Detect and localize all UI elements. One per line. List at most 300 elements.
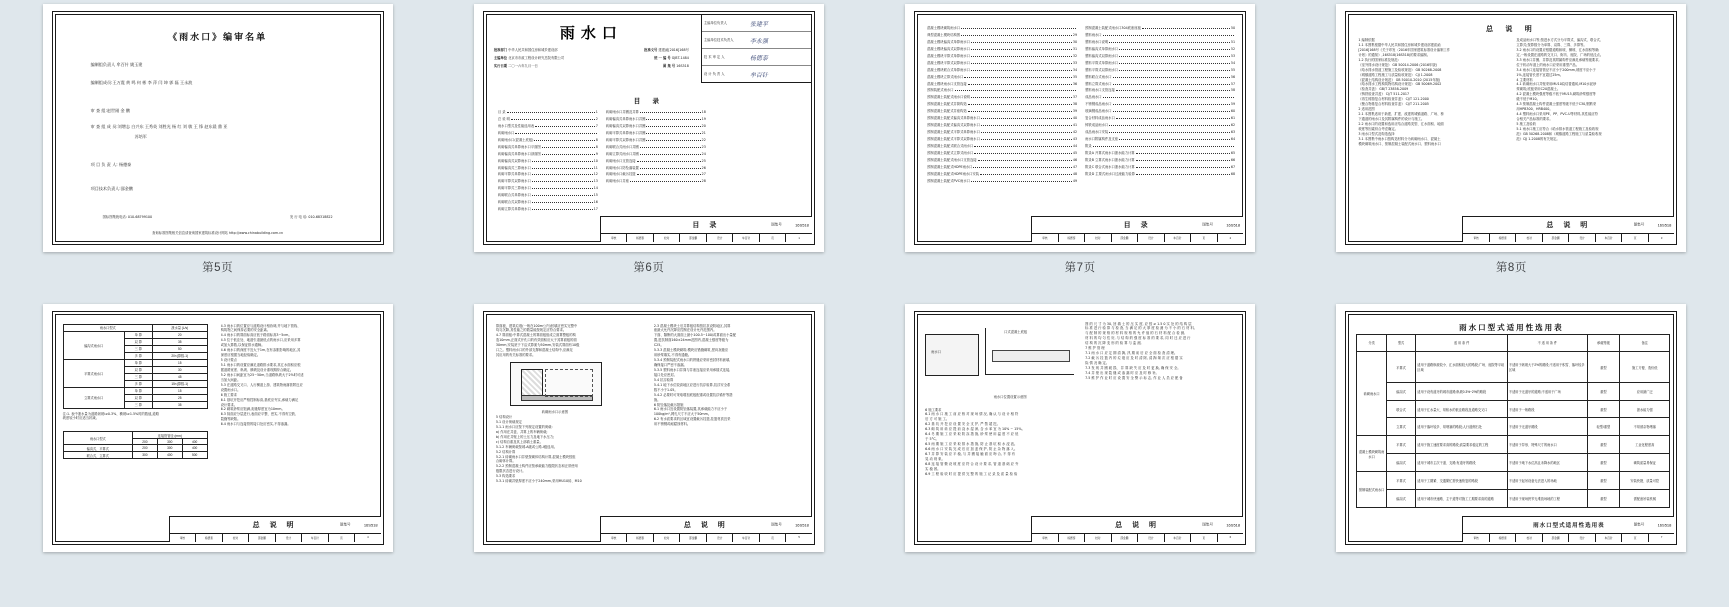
note-line: 6.9 工 程 验 收 时 应 提 供 完 整 的 施 工 记 录 及 质 量 检 验 [925,471,1018,476]
toc-entry[interactable] [1085,66,1235,73]
table-note: 注:1. 表中泄水量为道路纵坡i≥0.3%、横坡i≥1.5%时的数值,道路 [62,411,160,416]
toc-entry[interactable] [498,164,598,171]
signoff-cell: 设计 [1138,534,1165,542]
table-cell: 适用于落叶较多、易堵塞的路段;人行道侧石处 [1416,418,1508,436]
note-line: 5.3.5 塑料雨水口井筒与井座连接应采用承插式连接, [653,367,731,372]
note-line: 《给水排水管道工程施工及验收规范》 GB 50268-2008 [1358,67,1442,72]
toc-label: 砖砌联合式雨水口井圈 [605,144,639,149]
toc-entry[interactable] [1085,128,1235,135]
page-caption: 第8页 [1495,262,1527,274]
toc-label: 塑料雨水口支管连接 [1085,88,1115,93]
toc-page: 7 [595,123,598,128]
table-cell: 重型 [1587,352,1619,383]
toc-page: 34 [1072,67,1078,72]
toc-label: 预制混凝土装配式偏沟式单算雨水口 [927,116,980,121]
thumbnail-cell-8[interactable] [1296,304,1727,604]
document-page-6[interactable] [474,4,824,252]
toc-entry[interactable] [927,24,1077,31]
document-page-5[interactable] [43,4,393,252]
toc-entry[interactable] [927,66,1077,73]
title-block-label: 总 说 明 [252,521,298,529]
toc-label: 砖砌立算式雨水口井圈 [605,151,639,156]
toc-entry[interactable] [498,115,598,122]
catalog-column-right [1085,24,1235,184]
toc-entry[interactable] [498,191,598,198]
toc-label: 预制混凝土装配式雨水口304底座座板 [1085,26,1141,30]
toc-entry[interactable] [927,31,1077,38]
table-cell: 双 算 [124,394,152,401]
table-cell: 偏沟式雨水口 [63,331,124,359]
toc-entry[interactable] [606,136,706,143]
title-block-header [1463,217,1674,234]
editor-list [91,62,351,199]
note-line: 4.4 塑料雨水口采用PE、PP、PVC-U等材料,其性能应符 [1516,112,1598,117]
toc-entry[interactable] [498,184,598,191]
notes-column-right [221,324,373,428]
thumbnail-cell-3[interactable] [865,4,1296,304]
toc-entry[interactable] [1085,59,1235,66]
thumbnail-cell-6[interactable] [433,304,864,604]
note-line: 1 编制依据 [1358,38,1375,42]
signoff-cell: 校对 [1085,534,1112,542]
toc-label: 预制混凝土装配式PVC雨水口 [927,178,970,183]
toc-entry[interactable] [1085,121,1235,128]
table-cell: 三 算 [124,345,152,352]
toc-entry[interactable] [927,86,1077,93]
toc-entry[interactable] [606,164,706,171]
meta-value: 北京市市政工程设计研究总院有限公司 [508,55,565,60]
signoff-cell: 页 [760,234,787,242]
meta-key: 批准文号 [644,48,658,52]
toc-page: 37 [1072,95,1078,100]
note-line: 模块砌筑雨水口、预制混凝土装配式雨水口、塑料雨水口 [1358,141,1441,146]
title-block-signoff [601,534,812,542]
table-cell: 立算式雨水口 [63,387,124,408]
table-cell: 三 算 [124,401,152,408]
toc-label: 混凝土模块偏沟式单算雨水口 [927,39,970,44]
note-line: 2.3 混凝土模块土后井算板结构按抗抗设防地区,其算 [653,323,731,328]
note-line: 4 主要材料 [1516,77,1533,82]
toc-page: 61 [1230,116,1236,121]
document-page-12[interactable] [1336,304,1686,552]
toc-entry[interactable] [927,156,1077,163]
plan-figure [925,322,1075,400]
toc-entry[interactable] [606,177,706,184]
toc-entry[interactable] [498,177,598,184]
toc-entry[interactable] [927,135,1077,142]
toc-entry[interactable] [927,128,1077,135]
toc-entry[interactable] [606,150,706,157]
title-block-signoff [1032,234,1243,242]
atlas-code: 16S518 [363,522,378,527]
note-line: 《聚合物基复合材料检查井盖》 CJ/T 211-2005 [1358,102,1429,107]
note-line: 5.4.1 地下水位较高地区应进行抗浮验算,抗浮安全系 [653,382,731,387]
toc-entry[interactable] [1085,114,1235,121]
table-cell: 35 [152,338,207,345]
toc-entry[interactable] [927,93,1077,100]
toc-entry[interactable] [927,59,1077,66]
signoff-cell: 牟百针 [1596,534,1623,542]
toc-label: 预制混凝土装配式雨水口说明 [927,95,970,100]
toc-entry[interactable] [927,45,1077,52]
toc-entry[interactable] [927,73,1077,80]
document-page-9[interactable] [43,304,393,552]
note-line: 《铸铁检查井盖》 CJ/T 511-2017 [1358,92,1410,97]
note-line: 4.7 算面板:中算式混凝土的算面板组成立面算整板的构 [495,333,576,338]
note-line: 6.5 雨 期 施 工 应 采 取 排 水 措 施, 防 止 基 坑 积 水 浸 泡。 [925,442,1018,447]
toc-page: 44 [1072,143,1078,148]
toc-page: 30 [1072,39,1078,44]
toc-label: 混凝土模块立算式雨水口 [927,74,964,79]
toc-entry[interactable] [1085,100,1235,107]
figure-profile [985,328,1074,375]
signoff-cell: 6 [1229,536,1232,539]
toc-entry[interactable] [927,142,1077,149]
atlas-code: 16S518 [1657,222,1672,228]
table-cell: 平算式 [1386,436,1415,454]
toc-label: 砖砌平算式双算雨水口 [497,179,531,184]
document-page-11[interactable] [905,304,1255,552]
table-cell: 不适用于异形、特殊尺寸的雨水口 [1507,436,1587,454]
table-cell: 安装快捷、质量可控 [1620,471,1670,489]
note-line: 确保接口严密不渗漏。 [653,363,687,367]
toc-label: 砖砌偏沟式双算雨水口井圈 [605,123,646,128]
note-line: 构筑物之间保持必要的安全距离。 [220,328,271,333]
toc-entry[interactable] [498,198,598,205]
note-line: 3.1 本图集中雨水口按构造材料分为砖砌雨水口、混凝土 [1358,136,1441,141]
table-cell: 20 [152,331,207,338]
toc-label: 玻璃钢成品雨水口 [1085,109,1112,114]
general-notes-columns [1358,38,1668,147]
toc-page: 50 [1230,26,1236,30]
thumbnail-cell-4[interactable] [1296,4,1727,304]
table-header: 泄水量 (L/s) [152,324,207,331]
note-line: 5.4 抗浮验算 [653,377,674,382]
table-cell: 平算式 [1386,352,1415,383]
toc-entry[interactable] [1085,170,1235,177]
toc-label: 砖砌联合式单算雨水口 [497,193,531,198]
table-header: 适 用 条 件 [1416,334,1508,352]
toc-entry[interactable] [606,170,706,177]
toc-entry[interactable] [498,157,598,164]
note-line: 4.4 雨水口的算面标高应低于路面标高3~5cm。 [220,333,292,338]
toc-label: 混凝土模块平算式单算雨水口 [927,53,970,58]
toc-entry[interactable] [1085,24,1235,31]
note-line: 口之。塑料雨水口的外部支撑和混凝土结构中,应满足 [495,348,573,353]
signoff-cell: 邵金鹏 [1112,234,1139,242]
table-cell: 不适用于现场狭窄无堆放场地的工程 [1507,489,1587,507]
toc-page: 14 [593,186,598,191]
table-cell: 三 算 [124,373,152,380]
editor-row: 苏培军 [134,133,147,139]
footer-phone-left: 国标图集统电话: 010-68799100 [102,215,153,220]
toc-entry[interactable] [1085,73,1235,80]
toc-label: 砖砌偏沟式三算雨水口 [497,165,531,170]
table-cell: 偏沟式 [1386,382,1415,400]
note-line: 3.4 雨水口连接管管径不应小于200mm,坡度不应小于 [1516,67,1596,72]
table-cell: 泄水能力强 [1620,400,1670,418]
note-line: 5.3 构造要求 [495,474,516,479]
note-line: 1.1 本图集根据中华人民共和国住房和城乡建设部建质函 [1358,42,1441,47]
signoff-cell: 设计 [1138,234,1165,242]
note-line: 浆砌筑;底板采用C20混凝土。 [1516,87,1561,92]
toc-entry[interactable] [1085,52,1235,59]
table-cell: 不适用于纵坡大于2%的路段;不适用于积雪、落叶较多区域 [1507,352,1587,383]
note-line: 用不锈钢或耐腐蚀材料。 [653,422,691,427]
note-line: 2 适用范围 [1358,107,1375,112]
table-cell: 20×(算数-1) [152,352,207,359]
toc-label: 砖砌雨水口截污挂篮 [605,172,636,177]
toc-entry[interactable] [498,143,598,150]
atlas-code-label: 图集号 [1202,222,1214,227]
toc-entry[interactable] [927,38,1077,45]
figure-pipe [992,350,1070,362]
document-page-8[interactable] [1336,4,1686,252]
signoff-cell: 设计 [707,234,734,242]
note-line: 坡度等因素综合考虑确定。 [1358,126,1398,131]
note-line: 下通道的雨水口及其附属构件的设计与施工。 [1358,117,1425,121]
notes-column-left [925,408,1075,477]
table-cell: 重型 [1587,382,1619,400]
signoff-cell: 杨德泰 [627,534,654,542]
toc-label: 塑料偏沟式单算雨水口 [1085,46,1119,51]
atlas-code-label: 图集号 [339,522,351,526]
toc-page: 58 [1230,88,1236,93]
note-line: 6.3 抹面应分层进行,表面应平整、密实,不得有空鼓、 [220,412,299,417]
table-title: 雨水口型式适用性选用表 [1459,322,1564,332]
table-cell-group: 混凝土模块砌筑雨水口 [1357,436,1386,472]
table-cell: 适用于汇水量大、易积水的低洼路段及道路交叉口 [1416,400,1508,418]
signoff-cell: 页 [329,534,356,542]
title-block-header [601,217,812,234]
note-line: 或加大算数,以保证排水通畅。 [220,343,265,348]
toc-entry[interactable] [498,129,598,136]
toc-entry[interactable] [927,149,1077,156]
signoff-cell: 校对 [654,534,681,542]
toc-label: 混凝土模块平算式双算雨水口 [927,60,970,65]
toc-page: 45 [1072,150,1078,155]
note-line: 设计要求。 [220,402,238,407]
note-line: 《再生树脂复合材料检查井盖》 CJ/T 121-2000 [1358,97,1429,102]
toc-entry[interactable] [1085,38,1235,45]
title-block-header [1032,517,1243,534]
notes-column-left [496,324,646,485]
toc-label: 铸铁成品雨水口 [1085,123,1109,128]
table-cell: 不易被杂物堵塞 [1620,418,1670,436]
toc-label: 砖砌偏沟式单算雨水口井圈 [605,116,646,121]
toc-entry[interactable] [1085,163,1235,170]
toc-page: 63 [1230,130,1236,135]
toc-entry[interactable] [1085,149,1235,156]
toc-entry[interactable] [927,114,1077,121]
signature: 杨德泰 [749,54,768,62]
note-line: c) 结构自重及其上部填土重量。 [495,439,543,444]
toc-page: 51 [1230,39,1236,44]
toc-label: 预制混凝土装配式平算式单算雨水口 [927,130,980,135]
signoff-cell: 杨德泰 [1059,534,1086,542]
note-line: 2.2 雨水口的设置和选用应结合道路类型、汇水面积、地面 [1358,121,1444,126]
toc-label: 混凝土模块砌筑雨水口 [927,26,961,30]
atlas-code-label: 图集号 [771,222,782,227]
toc-page: 20 [701,123,706,128]
note-line: 5.1 设计荷载规定 [495,419,522,424]
toc-label: 典型混凝土模块结构图 [927,32,961,37]
atlas-code-label: 图集号 [1633,522,1645,526]
toc-entry[interactable] [498,136,598,143]
note-line: 5.3.3 混凝土模块砌筑:模块应错缝砌筑,竖向灰缝应 [653,348,729,353]
thumbnail-cell-5[interactable] [2,304,433,604]
toc-entry[interactable] [498,108,598,115]
signoff-cell: 校对 [223,534,250,542]
table-cell: 单 算 [124,359,152,366]
toc-entry[interactable] [1085,156,1235,163]
note-line: 6 防坠落及截污措施 [653,402,684,407]
toc-page: 55 [1230,67,1236,72]
note-line: 6.6 雨 水 口 安 装 完 成 后 应 加 盖 保 护, 防 止 杂 物 落 入。 [925,447,1018,451]
note-line: 6.1 雨 水 口 施 工 前 应 核 对 现 场 情 况, 确 认 与 设 计 相 符 [925,412,1019,417]
toc-entry[interactable] [927,80,1077,87]
note-line: 5 结构设计 [495,415,513,419]
table-header: 连接管管径 (mm) [132,432,207,439]
table-cell: 45 [152,373,207,380]
title-block [1462,516,1674,542]
table-cell: 15×(算数-1) [152,380,207,387]
note-line: 6.1 雨水口宜设置防坠落装置,其承载能力不应小于 [653,407,728,412]
note-line: 5.4.2 必要时可采取增加底板配重或设置抗浮锚杆等措 [653,392,733,397]
table-header: 型式 [1386,334,1415,352]
thumbnail-cell-7[interactable] [865,304,1296,604]
document-page-7[interactable] [905,4,1255,252]
atlas-code: 16S518 [1226,222,1241,228]
toc-entry[interactable] [927,170,1077,177]
signoff-cell: 审核 [1463,534,1490,542]
toc-label: 砖砌雨水口支管连接 [605,158,636,163]
note-line: 当加大间距。 [220,377,241,382]
table-cell: 200 [132,439,157,445]
meta-value: 二〇一六年九月一日 [508,63,538,68]
general-notes-columns [496,324,806,485]
meta-key: 批准部门 [493,48,508,52]
document-page-10[interactable] [474,304,824,552]
toc-entry[interactable] [606,129,706,136]
toc-entry[interactable] [927,107,1077,114]
toc-page: 28 [701,179,706,184]
toc-entry[interactable] [1085,80,1235,87]
toc-page: 25 [701,158,706,163]
toc-entry[interactable] [1085,142,1235,149]
toc-page: 49 [1072,178,1078,183]
note-line: 用HPB300、HRB400。 [1516,107,1553,112]
figure-opening [545,369,593,397]
toc-entry[interactable] [498,205,598,212]
toc-entry[interactable] [1085,31,1235,38]
toc-entry[interactable] [606,115,706,122]
toc-entry[interactable] [1085,135,1235,142]
note-line: 合砌体计算。 [495,459,516,464]
toc-label: 塑料平算式双算雨水口 [1085,67,1119,72]
approver-label: 设 计 负 责 人 [703,71,725,76]
signoff-cell: 审核 [601,534,628,542]
toc-entry[interactable] [1085,107,1235,114]
toc-label: 预制混凝土装配式平算式双算雨水口 [927,137,980,141]
note-line: 5.2.2 预制混凝土构件应按承载能力极限状态和正常使用 [495,464,578,469]
toc-entry[interactable] [606,108,706,115]
note-line: 及成品雨水口等;按进水方式分为平算式、偏沟式、联合式、 [1516,38,1604,42]
toc-page: 33 [1072,60,1078,65]
note-line: 5.1 雨水口的设置应满足道路排水要求,其汇水面积应根 [220,363,301,367]
toc-page: 54 [1230,60,1236,65]
toc-page: 38 [1072,102,1078,107]
figure-caption: 雨水口位置设置示意图 [993,394,1027,399]
page-caption: 第7页 [1064,262,1096,274]
note-line: 合相关产品标准的要求。 [1516,117,1553,121]
note-line: 5.1.2 车辆荷载按城-A级或公路-I级选用。 [495,444,558,449]
table-cell: 50 [152,345,207,352]
toc-entry[interactable] [927,100,1077,107]
toc-page: 11 [593,165,598,170]
toc-entry[interactable] [1085,93,1235,100]
table-header: 雨水口型式 [63,324,152,331]
note-line: 5 设计要点 [220,358,237,363]
note-line: 4.5 位于低洼处、地道引道最低点的雨水口,应采用多算 [220,338,301,343]
note-line: 1.2 执行的国家标准及规范: [1358,57,1399,62]
toc-entry[interactable] [1085,86,1235,93]
title-block-signoff [170,534,381,542]
toc-entry[interactable] [1085,45,1235,52]
toc-entry[interactable] [927,177,1077,184]
thumbnail-cell-2[interactable] [433,4,864,304]
toc-label: 塑料雨水口说明 [1085,39,1109,44]
toc-entry[interactable] [927,52,1077,59]
meta-value: 16S518 [676,63,689,68]
toc-page: 62 [1230,123,1236,128]
toc-entry[interactable] [498,122,598,129]
toc-page: 56 [1230,74,1236,79]
table-cell: 重型 [1587,454,1619,472]
table-header: 不 适 用 条 件 [1507,334,1587,352]
toc-label: 混凝土模块联合式单算雨水口 [927,67,970,72]
toc-entry[interactable] [927,163,1077,170]
table-cell: 轻型/重型 [1587,418,1619,436]
note-line: 7.5 维 护 作 业 时 应 设 置 安 全 警 示 标 志, 作 业 人 员 应 配 备 [1085,375,1183,380]
toc-label: 预制装配式雨水口 [927,88,954,93]
editor-row: 审 查 组:赵世刚 金 鹏 [90,107,130,113]
note-line: 6.2 基 坑 开 挖 应 设 置 安 全 支 护, 严 禁 超 挖。 [925,422,1000,427]
note-line: 施。 [653,397,661,402]
toc-page: 26 [701,165,706,170]
title-block [600,216,812,242]
signoff-cell: 设计 [1569,534,1596,542]
toc-label: 砖砌立算式单算雨水口 [497,207,531,212]
note-line: 均匀沉降,其性能之的数量能按规定应符合要求。 [495,328,567,333]
toc-entry[interactable] [606,122,706,129]
capacity-table-wrap [63,324,208,460]
note-line: 《给水排水工程构筑物结构设计规范》 GB 50069-2002 [1358,82,1442,87]
toc-label: 总 说 明 [497,116,510,121]
toc-entry[interactable] [606,157,706,164]
toc-entry[interactable] [498,150,598,157]
toc-entry[interactable] [606,143,706,150]
table-cell: 多 算 [124,352,152,359]
note-line: 设置雨水口。 [220,387,241,392]
toc-entry[interactable] [927,121,1077,128]
toc-entry[interactable] [498,170,598,177]
title-block-label: 总 说 明 [683,521,729,529]
table-cell: 砌筑质量易保证 [1620,454,1670,472]
note-line: 5.3.4 预制装配式雨水口的拼缝应采用密封材料嵌填, [653,358,731,363]
thumbnail-cell-1[interactable] [2,4,433,304]
note-line: 实 稳 固。 [925,466,941,471]
